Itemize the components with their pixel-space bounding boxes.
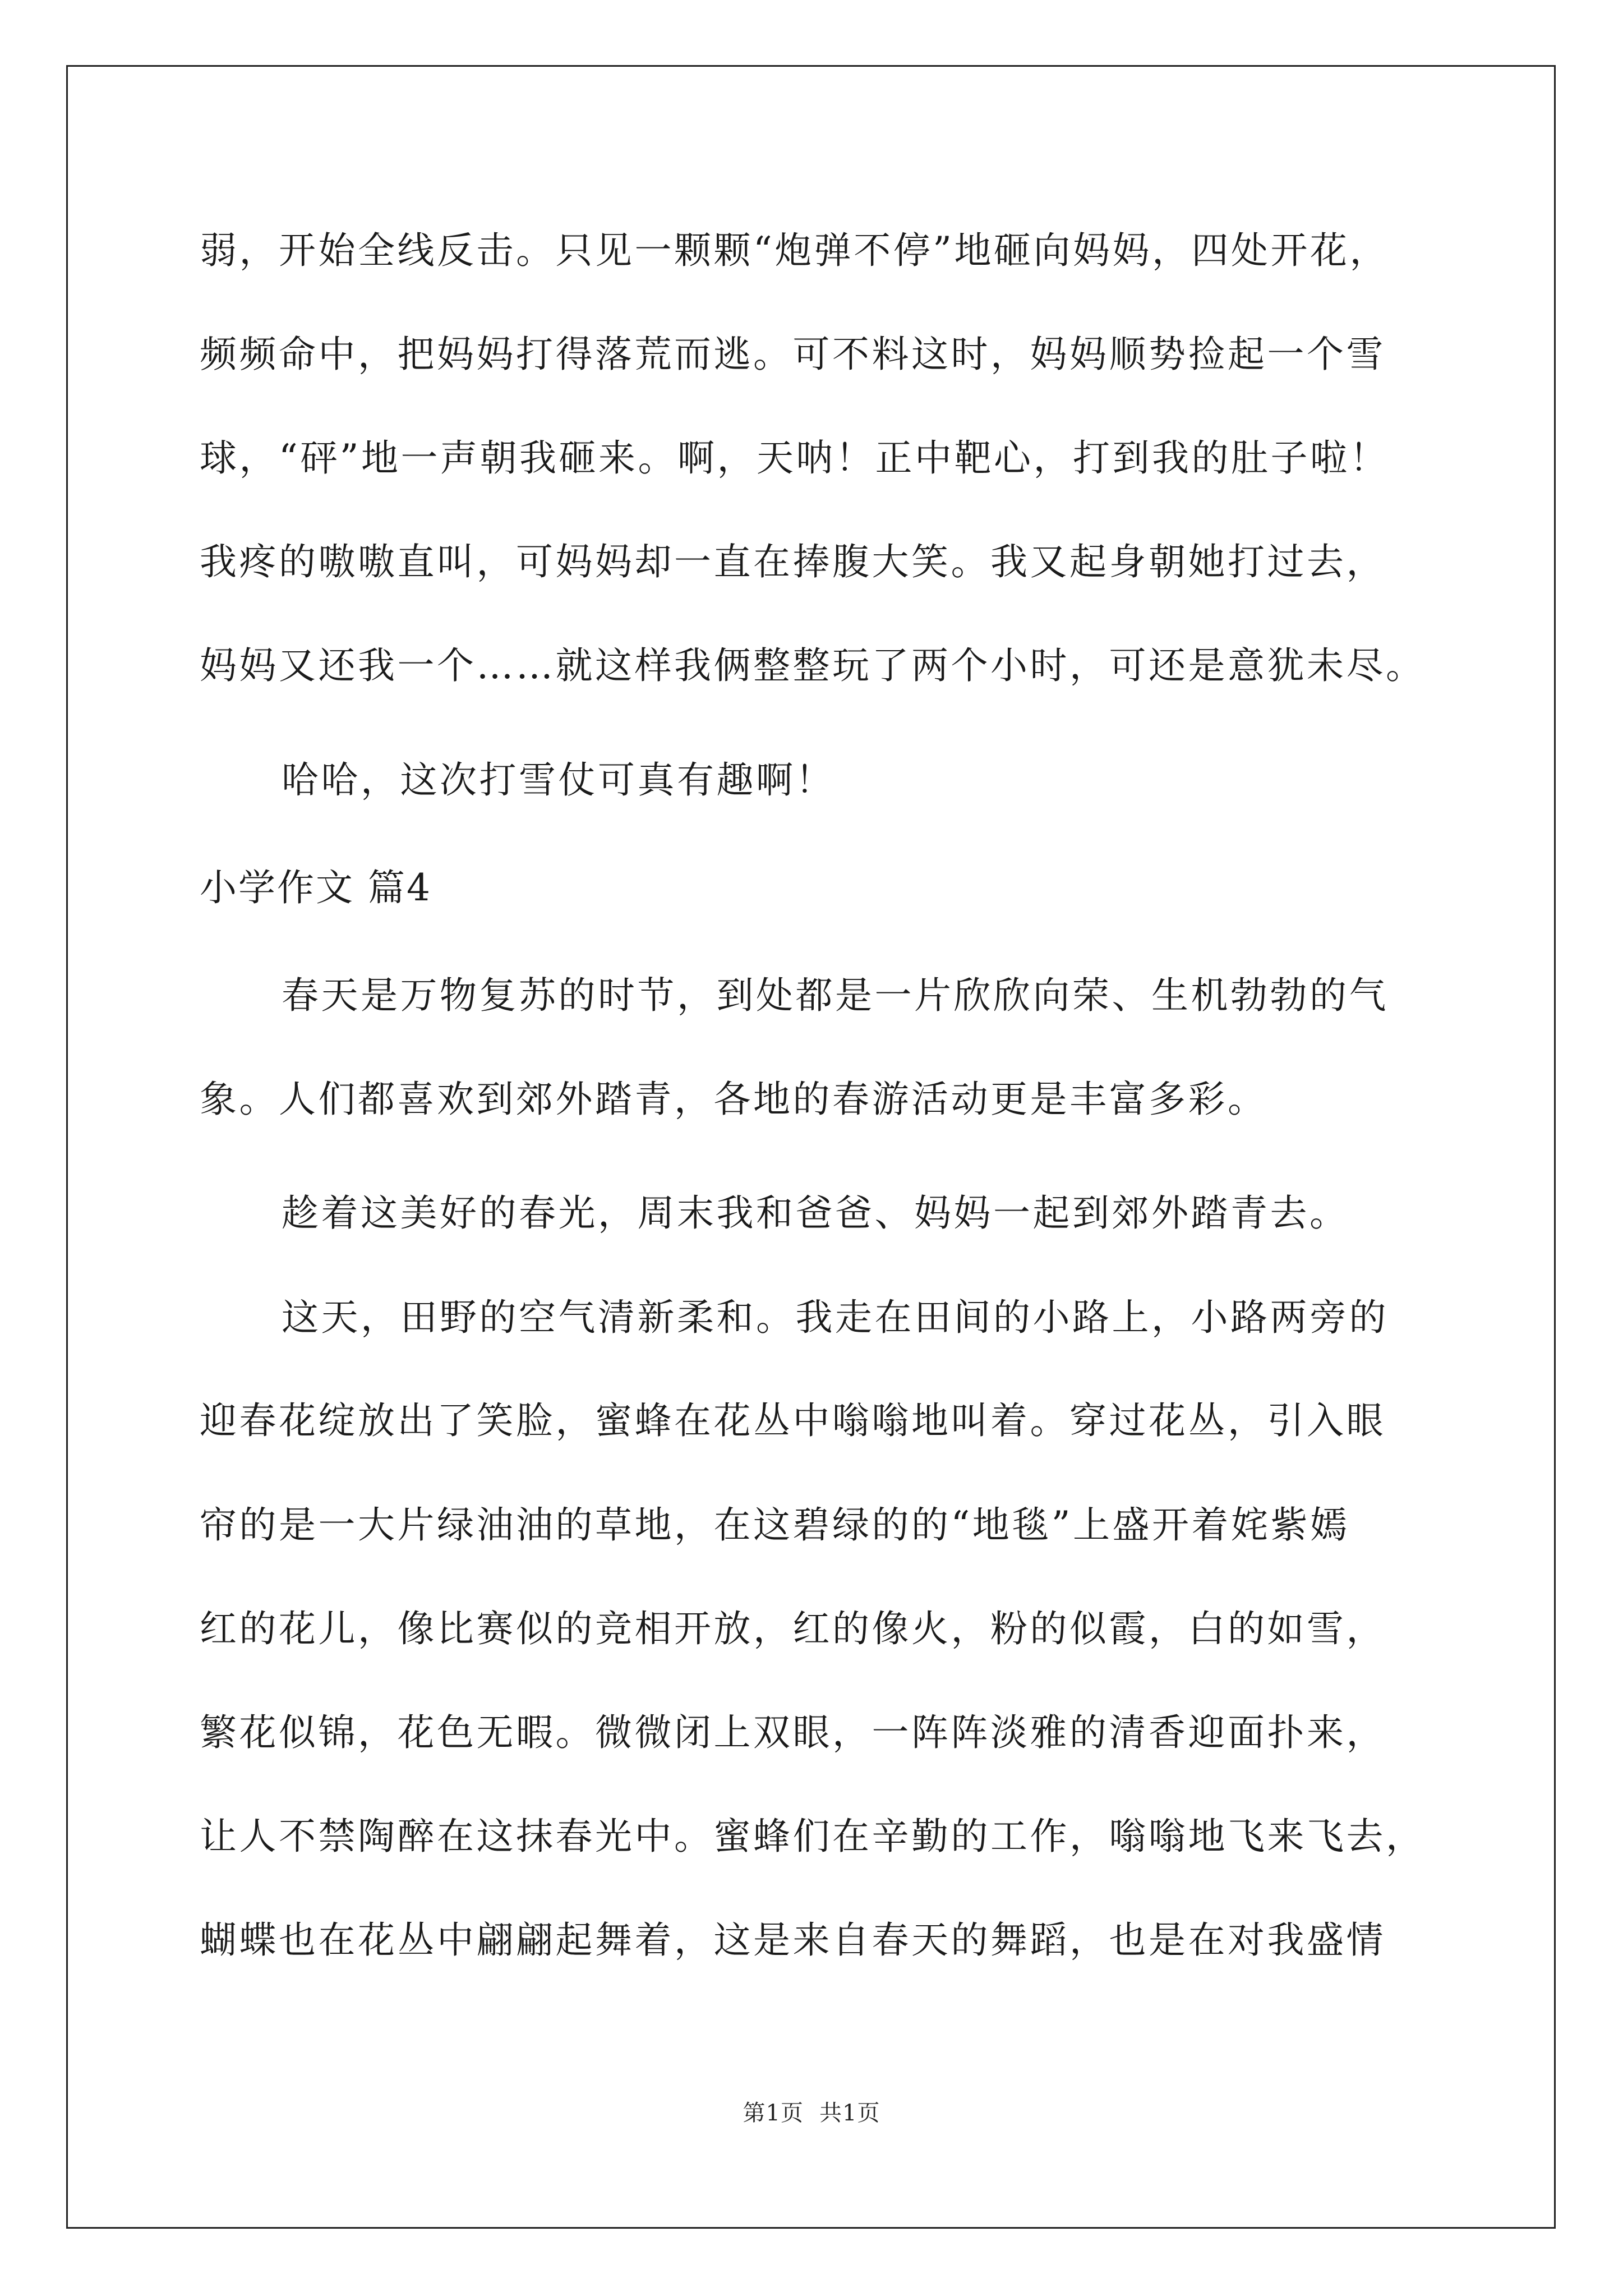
paragraph-line: 我疼的嗷嗷直叫，可妈妈却一直在捧腹大笑。我又起身朝她打过去，	[200, 540, 1386, 583]
paragraph-line: 哈哈，这次打雪仗可真有趣啊！	[282, 758, 835, 802]
paragraph-line: 帘的是一大片绿油油的草地，在这碧绿的的“地毯”上盛开着姹紫嫣	[200, 1503, 1350, 1547]
paragraph-line: 这天，田野的空气清新柔和。我走在田间的小路上，小路两旁的	[282, 1296, 1389, 1339]
paragraph-line: 象。人们都喜欢到郊外踏青，各地的春游活动更是丰富多彩。	[200, 1078, 1267, 1121]
paragraph-line: 红的花儿，像比赛似的竞相开放，红的像火，粉的似霞，白的如雪，	[200, 1607, 1386, 1650]
page-total: 共1页	[819, 2100, 880, 2126]
paragraph-line: 弱，开始全线反击。只见一颗颗“炮弹不停”地砸向妈妈，四处开花，	[200, 229, 1389, 272]
paragraph-line: 迎春花绽放出了笑脸，蜜蜂在花丛中嗡嗡地叫着。穿过花丛，引入眼	[200, 1399, 1386, 1442]
paragraph-line: 球，“砰”地一声朝我砸来。啊，天呐！正中靶心，打到我的肚子啦！	[200, 436, 1389, 480]
paragraph-line: 蝴蝶也在花丛中翩翩起舞着，这是来自春天的舞蹈，也是在对我盛情	[200, 1918, 1386, 1962]
paragraph-line: 让人不禁陶醉在这抹春光中。蜜蜂们在辛勤的工作，嗡嗡地飞来飞去，	[200, 1815, 1426, 1858]
page-footer	[0, 2102, 1623, 2124]
paragraph-line: 趁着这美好的春光，周末我和爸爸、妈妈一起到郊外踏青去。	[282, 1191, 1349, 1235]
paragraph-line: 频频命中，把妈妈打得落荒而逃。可不料这时，妈妈顺势捡起一个雪	[200, 333, 1386, 376]
paragraph-line: 繁花似锦，花色无暇。微微闭上双眼，一阵阵淡雅的清香迎面扑来，	[200, 1711, 1386, 1754]
paragraph-line: 春天是万物复苏的时节，到处都是一片欣欣向荣、生机勃勃的气	[282, 974, 1389, 1017]
page-border	[66, 65, 1556, 2229]
paragraph-line: 妈妈又还我一个……就这样我俩整整玩了两个小时，可还是意犹未尽。	[200, 644, 1426, 687]
section-heading: 小学作文 篇4	[200, 866, 432, 909]
page-number: 第1页	[743, 2100, 804, 2126]
